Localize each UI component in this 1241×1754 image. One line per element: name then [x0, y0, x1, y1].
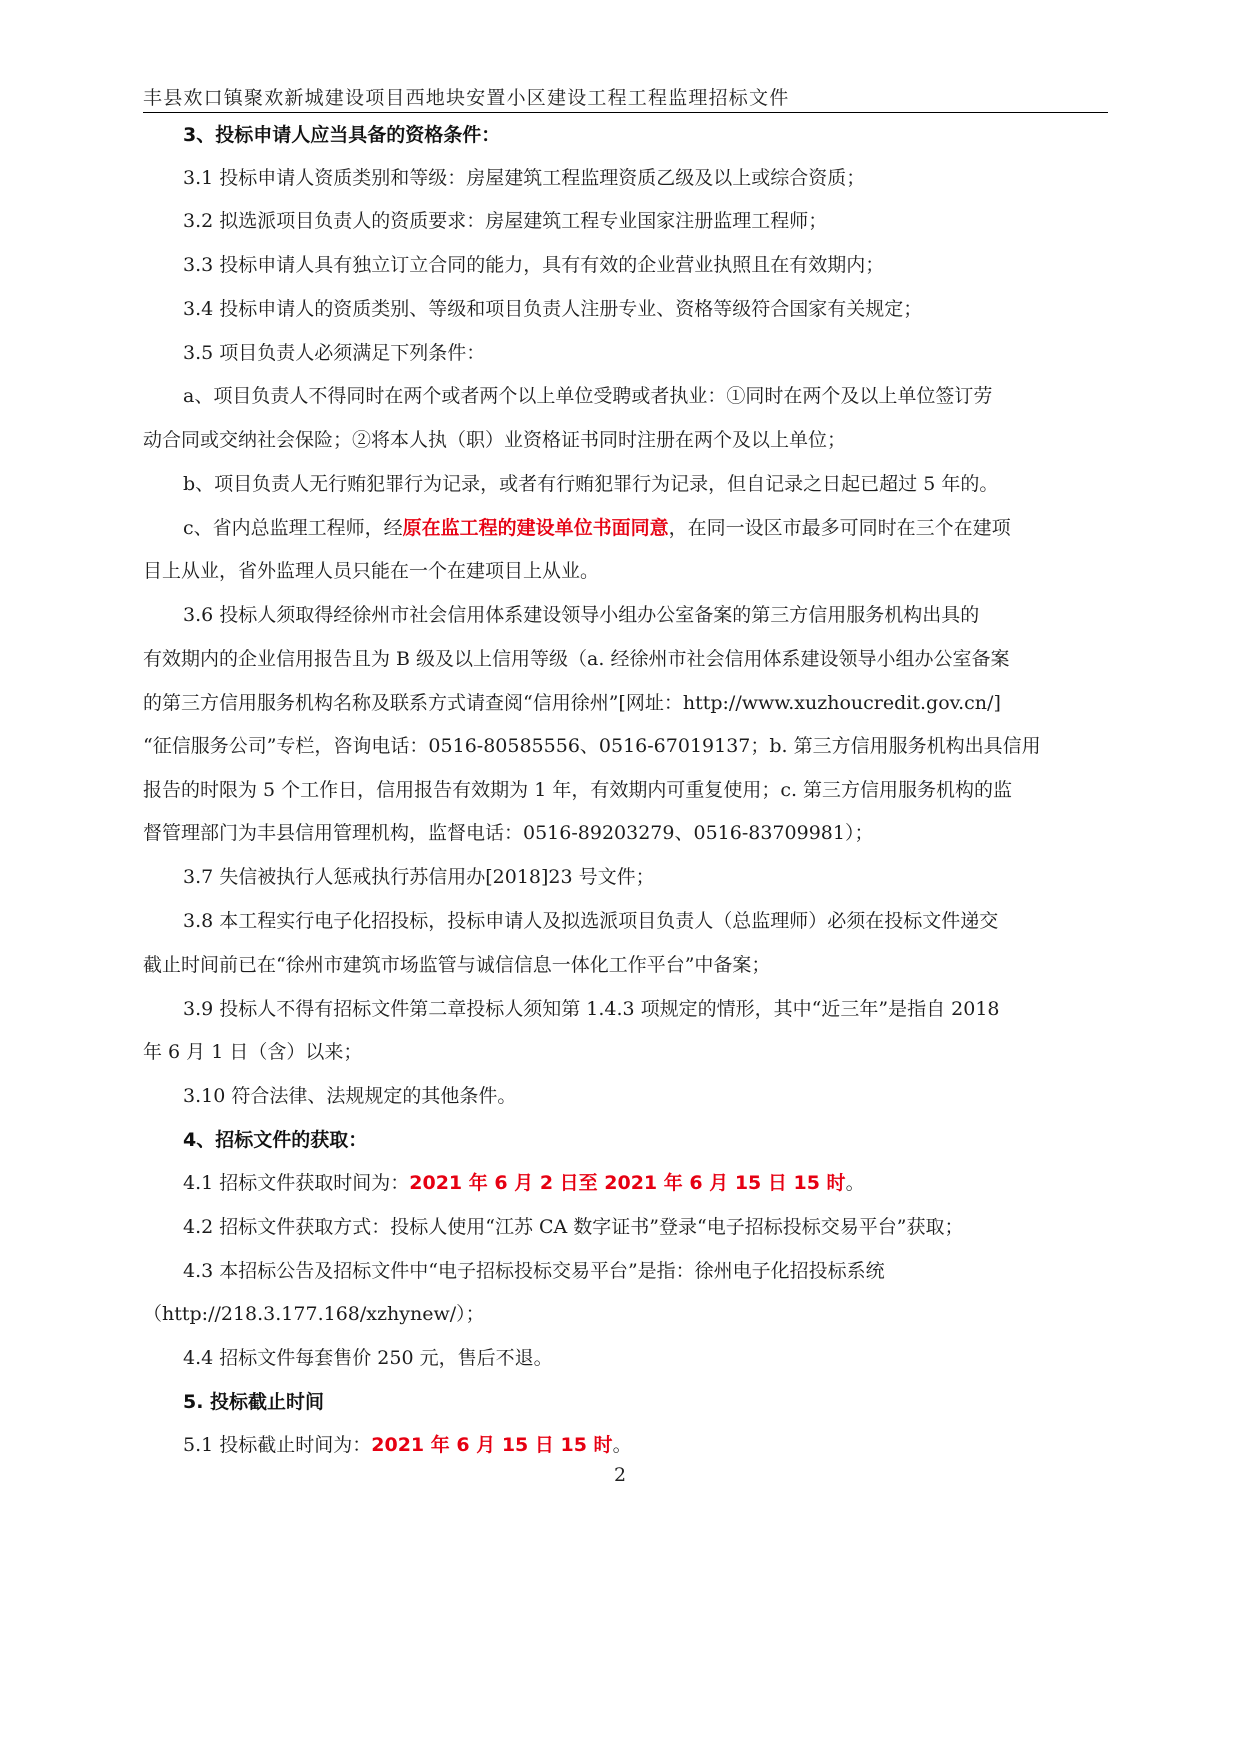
- clause-4-2: 4.2 招标文件获取方式：投标人使用“江苏 CA 数字证书”登录“电子招标投标交易平台”获取；: [183, 1216, 964, 1238]
- section-3-heading: 3、投标申请人应当具备的资格条件：: [183, 124, 501, 146]
- section-5-heading: 5. 投标截止时间: [183, 1391, 325, 1413]
- clause-5-1-prefix: 5.1 投标截止时间为：: [183, 1434, 372, 1456]
- clause-4-1: [183, 1170, 865, 1196]
- clause-5-1: [183, 1432, 632, 1458]
- clause-3-5-b: b、项目负责人无行贿犯罪行为记录，或者有行贿犯罪行为记录，但自记录之日起已超过 5 年的。: [183, 473, 999, 495]
- clause-5-1-suffix: 。: [612, 1434, 632, 1456]
- clause-3-5-c-highlight: 原在监工程的建设单位书面同意: [402, 517, 669, 539]
- clause-3-6-line3: 的第三方信用服务机构名称及联系方式请查阅“信用徐州”[网址：http://www.xuzhoucredit.gov.cn/]: [143, 692, 1001, 714]
- clause-3-8-line1: 3.8 本工程实行电子化招投标，投标申请人及拟选派项目负责人（总监理师）必须在投标文件递交: [183, 910, 999, 932]
- clause-3-3: 3.3 投标申请人具有独立订立合同的能力，具有有效的企业营业执照且在有效期内；: [183, 254, 885, 276]
- clause-3-6-line1: 3.6 投标人须取得经徐州市社会信用体系建设领导小组办公室备案的第三方信用服务机构出具的: [183, 604, 980, 626]
- clause-3-8-line2: 截止时间前已在“徐州市建筑市场监管与诚信信息一体化工作平台”中备案；: [143, 954, 771, 976]
- clause-3-5-a-line1: a、项目负责人不得同时在两个或者两个以上单位受聘或者执业：①同时在两个及以上单位签订劳: [183, 385, 993, 407]
- clause-3-10: 3.10 符合法律、法规规定的其他条件。: [183, 1085, 517, 1107]
- clause-3-5-c-line2: 目上从业，省外监理人员只能在一个在建项目上从业。: [143, 560, 600, 582]
- clause-3-4: 3.4 投标申请人的资质类别、等级和项目负责人注册专业、资格等级符合国家有关规定；: [183, 298, 923, 320]
- page-number: 2: [614, 1464, 627, 1486]
- clause-3-7: 3.7 失信被执行人惩戒执行苏信用办[2018]23 号文件；: [183, 866, 655, 888]
- clause-3-2: 3.2 拟选派项目负责人的资质要求：房屋建筑工程专业国家注册监理工程师；: [183, 210, 828, 232]
- clause-3-6-line5: 报告的时限为 5 个工作日，信用报告有效期为 1 年，有效期内可重复使用；c. 第三方信用服务机构的监: [143, 779, 1013, 801]
- clause-3-5-a-line2: 动合同或交纳社会保险；②将本人执（职）业资格证书同时注册在两个及以上单位；: [143, 429, 847, 451]
- clause-3-5-c-suffix: ，在同一设区市最多可同时在三个在建项: [668, 517, 1011, 539]
- clause-3-5-c-prefix: c、省内总监理工程师，经: [183, 517, 403, 539]
- clause-4-1-suffix: 。: [845, 1172, 865, 1194]
- clause-3-6-line2: 有效期内的企业信用报告且为 B 级及以上信用等级（a. 经徐州市社会信用体系建设领导小组办公室备案: [143, 648, 1010, 670]
- clause-4-3-line1: 4.3 本招标公告及招标文件中“电子招标投标交易平台”是指：徐州电子化招投标系统: [183, 1260, 885, 1282]
- clause-3-9-line2: 年 6 月 1 日（含）以来；: [143, 1041, 363, 1063]
- clause-4-3-line2: （http://218.3.177.168/xzhynew/）；: [143, 1303, 485, 1325]
- clause-3-9-line1: 3.9 投标人不得有招标文件第二章投标人须知第 1.4.3 项规定的情形，其中“近三年”是指自 2018: [183, 998, 1000, 1020]
- clause-5-1-highlight: 2021 年 6 月 15 日 15 时: [371, 1434, 613, 1456]
- clause-4-1-prefix: 4.1 招标文件获取时间为：: [183, 1172, 410, 1194]
- section-4-heading: 4、招标文件的获取：: [183, 1129, 368, 1151]
- clause-3-6-line6: 督管理部门为丰县信用管理机构，监督电话：0516-89203279、0516-83709981）；: [143, 822, 874, 844]
- clause-3-5-c-line1: [183, 515, 1011, 541]
- clause-3-5: 3.5 项目负责人必须满足下列条件：: [183, 342, 486, 364]
- clause-3-6-line4: “征信服务公司”专栏，咨询电话：0516-80585556、0516-67019137；b. 第三方信用服务机构出具信用: [143, 735, 1041, 757]
- clause-4-4: 4.4 招标文件每套售价 250 元，售后不退。: [183, 1347, 553, 1369]
- clause-4-1-highlight: 2021 年 6 月 2 日至 2021 年 6 月 15 日 15 时: [409, 1172, 846, 1194]
- clause-3-1: 3.1 投标申请人资质类别和等级：房屋建筑工程监理资质乙级及以上或综合资质；: [183, 167, 866, 189]
- running-header: 丰县欢口镇聚欢新城建设项目西地块安置小区建设工程工程监理招标文件: [143, 86, 1108, 113]
